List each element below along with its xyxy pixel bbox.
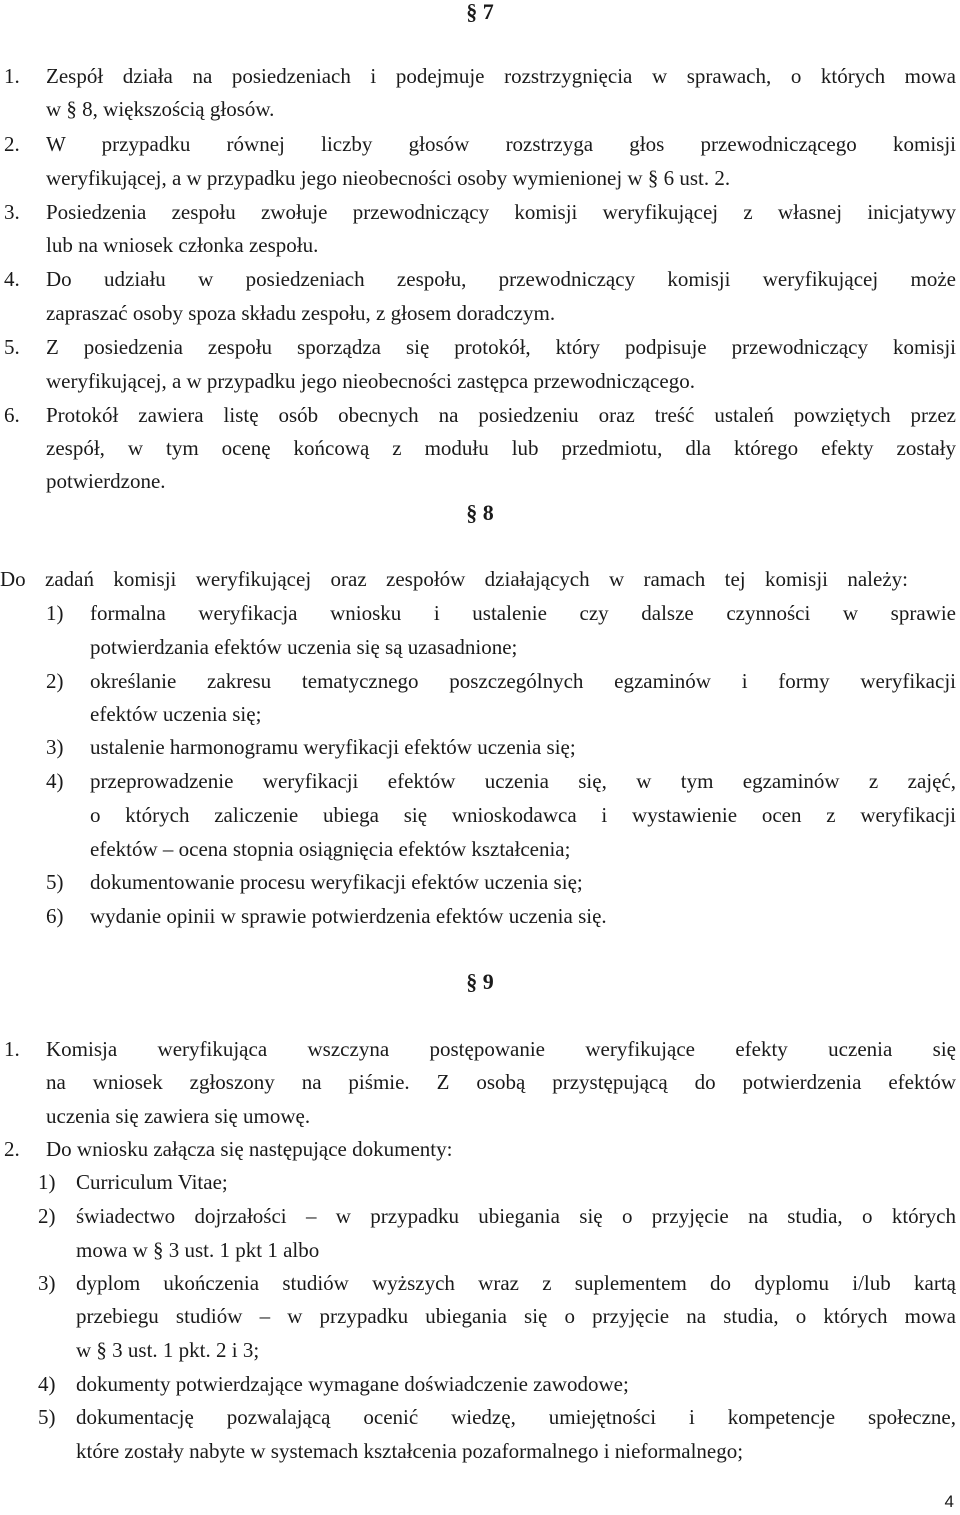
list-item-line: ustalenie harmonogramu weryfikacji efektów uczenia się; xyxy=(90,735,576,759)
list-item-line: w § 3 ust. 1 pkt. 2 i 3; xyxy=(76,1338,260,1362)
paragraph-line: Do wniosku załącza się następujące dokumenty: xyxy=(46,1137,453,1161)
list-item-line: świadectwo dojrzałości – w przypadku ubiegania się o przyjęcie na studia, o których xyxy=(76,1204,956,1228)
list-item-number: 1) xyxy=(46,601,64,625)
section-heading-7: § 7 xyxy=(466,0,494,24)
paragraph-line: w § 8, większością głosów. xyxy=(46,97,275,121)
section-heading-8: § 8 xyxy=(466,500,494,525)
list-item-number: 1) xyxy=(38,1170,56,1194)
list-item-line: Curriculum Vitae; xyxy=(76,1170,228,1194)
list-item-line: efektów uczenia się; xyxy=(90,702,262,726)
paragraph-line: uczenia się zawiera się umowę. xyxy=(46,1104,311,1128)
paragraph-line: weryfikującej, a w przypadku jego nieobecności zastępca przewodniczącego. xyxy=(46,369,695,393)
paragraph-number: 1. xyxy=(4,64,20,88)
list-item-number: 4) xyxy=(38,1372,56,1396)
paragraph-line: potwierdzone. xyxy=(46,469,166,493)
section-heading-9: § 9 xyxy=(466,969,494,994)
list-item-number: 2) xyxy=(46,669,64,693)
paragraph-number: 6. xyxy=(4,403,20,427)
list-item-line: formalna weryfikacja wniosku i ustalenie czy dalsze czynności w sprawie xyxy=(90,601,956,625)
section-8-intro: Do zadań komisji weryfikującej oraz zespołów działających w ramach tej komisji należy: xyxy=(0,567,908,591)
list-item-number: 4) xyxy=(46,769,64,793)
list-item-number: 6) xyxy=(46,904,64,928)
paragraph-line: Zespół działa na posiedzeniach i podejmuje rozstrzygnięcia w sprawach, o których mowa xyxy=(46,64,956,88)
paragraph-line: zapraszać osoby spoza składu zespołu, z głosem doradczym. xyxy=(46,301,556,325)
paragraph-line: na wniosek zgłoszony na piśmie. Z osobą przystępującą do potwierdzenia efektów xyxy=(46,1070,956,1094)
list-item-line: przebiegu studiów – w przypadku ubiegania się o przyjęcie na studia, o których mowa xyxy=(76,1304,956,1328)
list-item-line: wydanie opinii w sprawie potwierdzenia efektów uczenia się. xyxy=(90,904,607,928)
list-item-line: efektów – ocena stopnia osiągnięcia efektów kształcenia; xyxy=(90,837,571,861)
paragraph-line: Z posiedzenia zespołu sporządza się protokół, który podpisuje przewodniczący komisji xyxy=(46,335,956,359)
list-item-line: które zostały nabyte w systemach kształcenia pozaformalnego i nieformalnego; xyxy=(76,1439,744,1463)
paragraph-number: 4. xyxy=(4,267,20,291)
paragraph-number: 5. xyxy=(4,335,20,359)
paragraph-line: Protokół zawiera listę osób obecnych na posiedzeniu oraz treść ustaleń powziętych przez xyxy=(46,403,956,427)
list-item-line: mowa w § 3 ust. 1 pkt 1 albo xyxy=(76,1238,320,1262)
list-item-number: 5) xyxy=(38,1405,56,1429)
list-item-line: dokumentację pozwalającą ocenić wiedzę, umiejętności i kompetencje społeczne, xyxy=(76,1405,956,1429)
list-item-number: 3) xyxy=(38,1271,56,1295)
paragraph-line: Do udziału w posiedzeniach zespołu, przewodniczący komisji weryfikującej może xyxy=(46,267,956,291)
paragraph-line: lub na wniosek członka zespołu. xyxy=(46,233,319,257)
list-item-line: przeprowadzenie weryfikacji efektów uczenia się, w tym egzaminów z zajęć, xyxy=(90,769,956,793)
paragraph-line: W przypadku równej liczby głosów rozstrzyga głos przewodniczącego komisji xyxy=(46,132,956,156)
paragraph-number: 2. xyxy=(4,1137,20,1161)
list-item-line: dokumentowanie procesu weryfikacji efektów uczenia się; xyxy=(90,870,583,894)
list-item-number: 3) xyxy=(46,735,64,759)
list-item-line: potwierdzania efektów uczenia się są uzasadnione; xyxy=(90,635,518,659)
paragraph-line: Komisja weryfikująca wszczyna postępowanie weryfikujące efekty uczenia się xyxy=(46,1037,956,1061)
paragraph-line: zespół, w tym ocenę końcową z modułu lub przedmiotu, dla którego efekty zostały xyxy=(46,436,956,460)
list-item-line: określanie zakresu tematycznego poszczególnych egzaminów i formy weryfikacji xyxy=(90,669,956,693)
paragraph-number: 2. xyxy=(4,132,20,156)
paragraph-number: 1. xyxy=(4,1037,20,1061)
list-item-line: o których zaliczenie ubiega się wnioskodawca i wystawienie ocen z weryfikacji xyxy=(90,803,956,827)
page-number: 4 xyxy=(944,1492,954,1511)
list-item-number: 2) xyxy=(38,1204,56,1228)
paragraph-number: 3. xyxy=(4,200,20,224)
paragraph-line: Posiedzenia zespołu zwołuje przewodniczący komisji weryfikującej z własnej inicjatywy xyxy=(46,200,956,224)
list-item-number: 5) xyxy=(46,870,64,894)
paragraph-line: weryfikującej, a w przypadku jego nieobecności osoby wymienionej w § 6 ust. 2. xyxy=(46,166,731,190)
list-item-line: dokumenty potwierdzające wymagane doświadczenie zawodowe; xyxy=(76,1372,629,1396)
list-item-line: dyplom ukończenia studiów wyższych wraz z suplementem do dyplomu i/lub kartą xyxy=(76,1271,956,1295)
